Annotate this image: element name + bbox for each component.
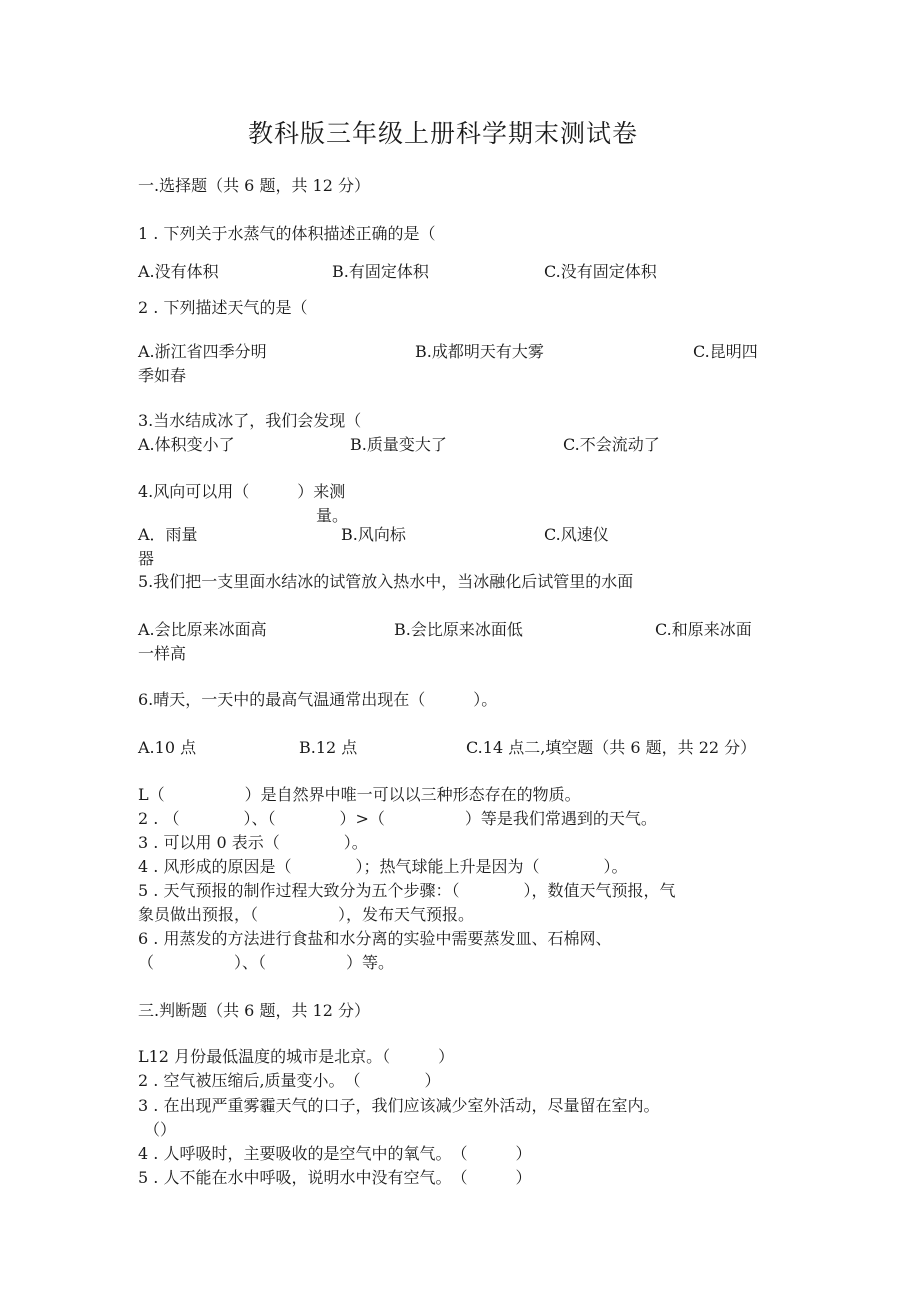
option-c: C.昆明四	[693, 342, 758, 361]
judge-item-continued: （）	[144, 1120, 177, 1139]
option-b: B.风向标	[341, 525, 406, 544]
option-a: A．雨量	[138, 525, 198, 544]
question-stem: 2 . 下列描述天气的是（	[138, 298, 308, 317]
option-c-and-section-header: C.14 点二,填空题（共 6 题，共 22 分）	[466, 738, 757, 757]
option-b: B.12 点	[299, 738, 358, 757]
fill-blank-item: 4 . 风形成的原因是（ ）；热气球能上升是因为（ ）。	[138, 857, 628, 876]
option-b: B.成都明天有大雾	[415, 342, 544, 361]
option-a: A.没有体积	[138, 262, 219, 281]
fill-blank-item-continued: 象员做出预报，（ ），发布天气预报。	[138, 905, 475, 924]
page-title: 教科版三年级上册科学期末测试卷	[248, 119, 639, 148]
option-c: C.不会流动了	[563, 435, 660, 454]
option-c: C.和原来冰面	[655, 620, 752, 639]
option-c-continued: 季如春	[138, 366, 187, 385]
question-stem: 1 . 下列关于水蒸气的体积描述正确的是（	[138, 224, 436, 243]
question-stem: 5.我们把一支里面水结冰的试管放入热水中，当冰融化后试管里的水面	[138, 572, 634, 591]
option-c-continued: 一样高	[138, 644, 187, 663]
question-stem: 6.晴天，一天中的最高气温通常出现在（ ）。	[138, 690, 498, 709]
fill-blank-item: 3 . 可以用 0 表示（ ）。	[138, 833, 368, 852]
option-c: C.没有固定体积	[544, 262, 657, 281]
judge-item: 2 . 空气被压缩后,质量变小。 （ ）	[138, 1071, 441, 1090]
option-b: B.有固定体积	[332, 262, 429, 281]
section-header: 一.选择题（共 6 题，共 12 分）	[138, 176, 370, 195]
fill-blank-item-continued: （ ）、（ ）等。	[138, 953, 395, 972]
option-b: B.质量变大了	[350, 435, 447, 454]
judge-item: 3 . 在出现严重雾霾天气的口子，我们应该减少室外活动，尽量留在室内。	[138, 1096, 660, 1115]
judge-item: 4 . 人呼吸时，主要吸收的是空气中的氧气。 （ ）	[138, 1144, 532, 1163]
question-stem: 4.风向可以用（ ）来测	[138, 482, 346, 501]
fill-blank-item: 2 . （ ）、（ ）>（ ）等是我们常遇到的天气。	[138, 809, 657, 828]
option-b: B.会比原来冰面低	[394, 620, 523, 639]
fill-blank-item: L（ ）是自然界中唯一可以以三种形态存在的物质。	[138, 785, 581, 804]
judge-item: 5 . 人不能在水中呼吸，说明水中没有空气。 （ ）	[138, 1168, 532, 1187]
question-stem: 3.当水结成冰了，我们会发现（	[138, 411, 362, 430]
option-a: A.体积变小了	[138, 435, 235, 454]
option-c: C.风速仪	[544, 525, 609, 544]
option-c-continued: 器	[138, 549, 155, 568]
fill-blank-item: 6 . 用蒸发的方法进行食盐和水分离的实验中需要蒸发皿、石棉网、	[138, 929, 612, 948]
option-a: A.10 点	[138, 738, 197, 757]
judge-item: L12 月份最低温度的城市是北京。（ ）	[138, 1047, 455, 1066]
section-header: 三.判断题（共 6 题，共 12 分）	[138, 1001, 370, 1020]
fill-blank-item: 5 . 天气预报的制作过程大致分为五个步骤：（ ），数值天气预报，气	[138, 881, 676, 900]
option-a: A.浙江省四季分明	[138, 342, 267, 361]
question-stem-continued: 量。	[316, 506, 349, 525]
option-a: A.会比原来冰面高	[138, 620, 267, 639]
